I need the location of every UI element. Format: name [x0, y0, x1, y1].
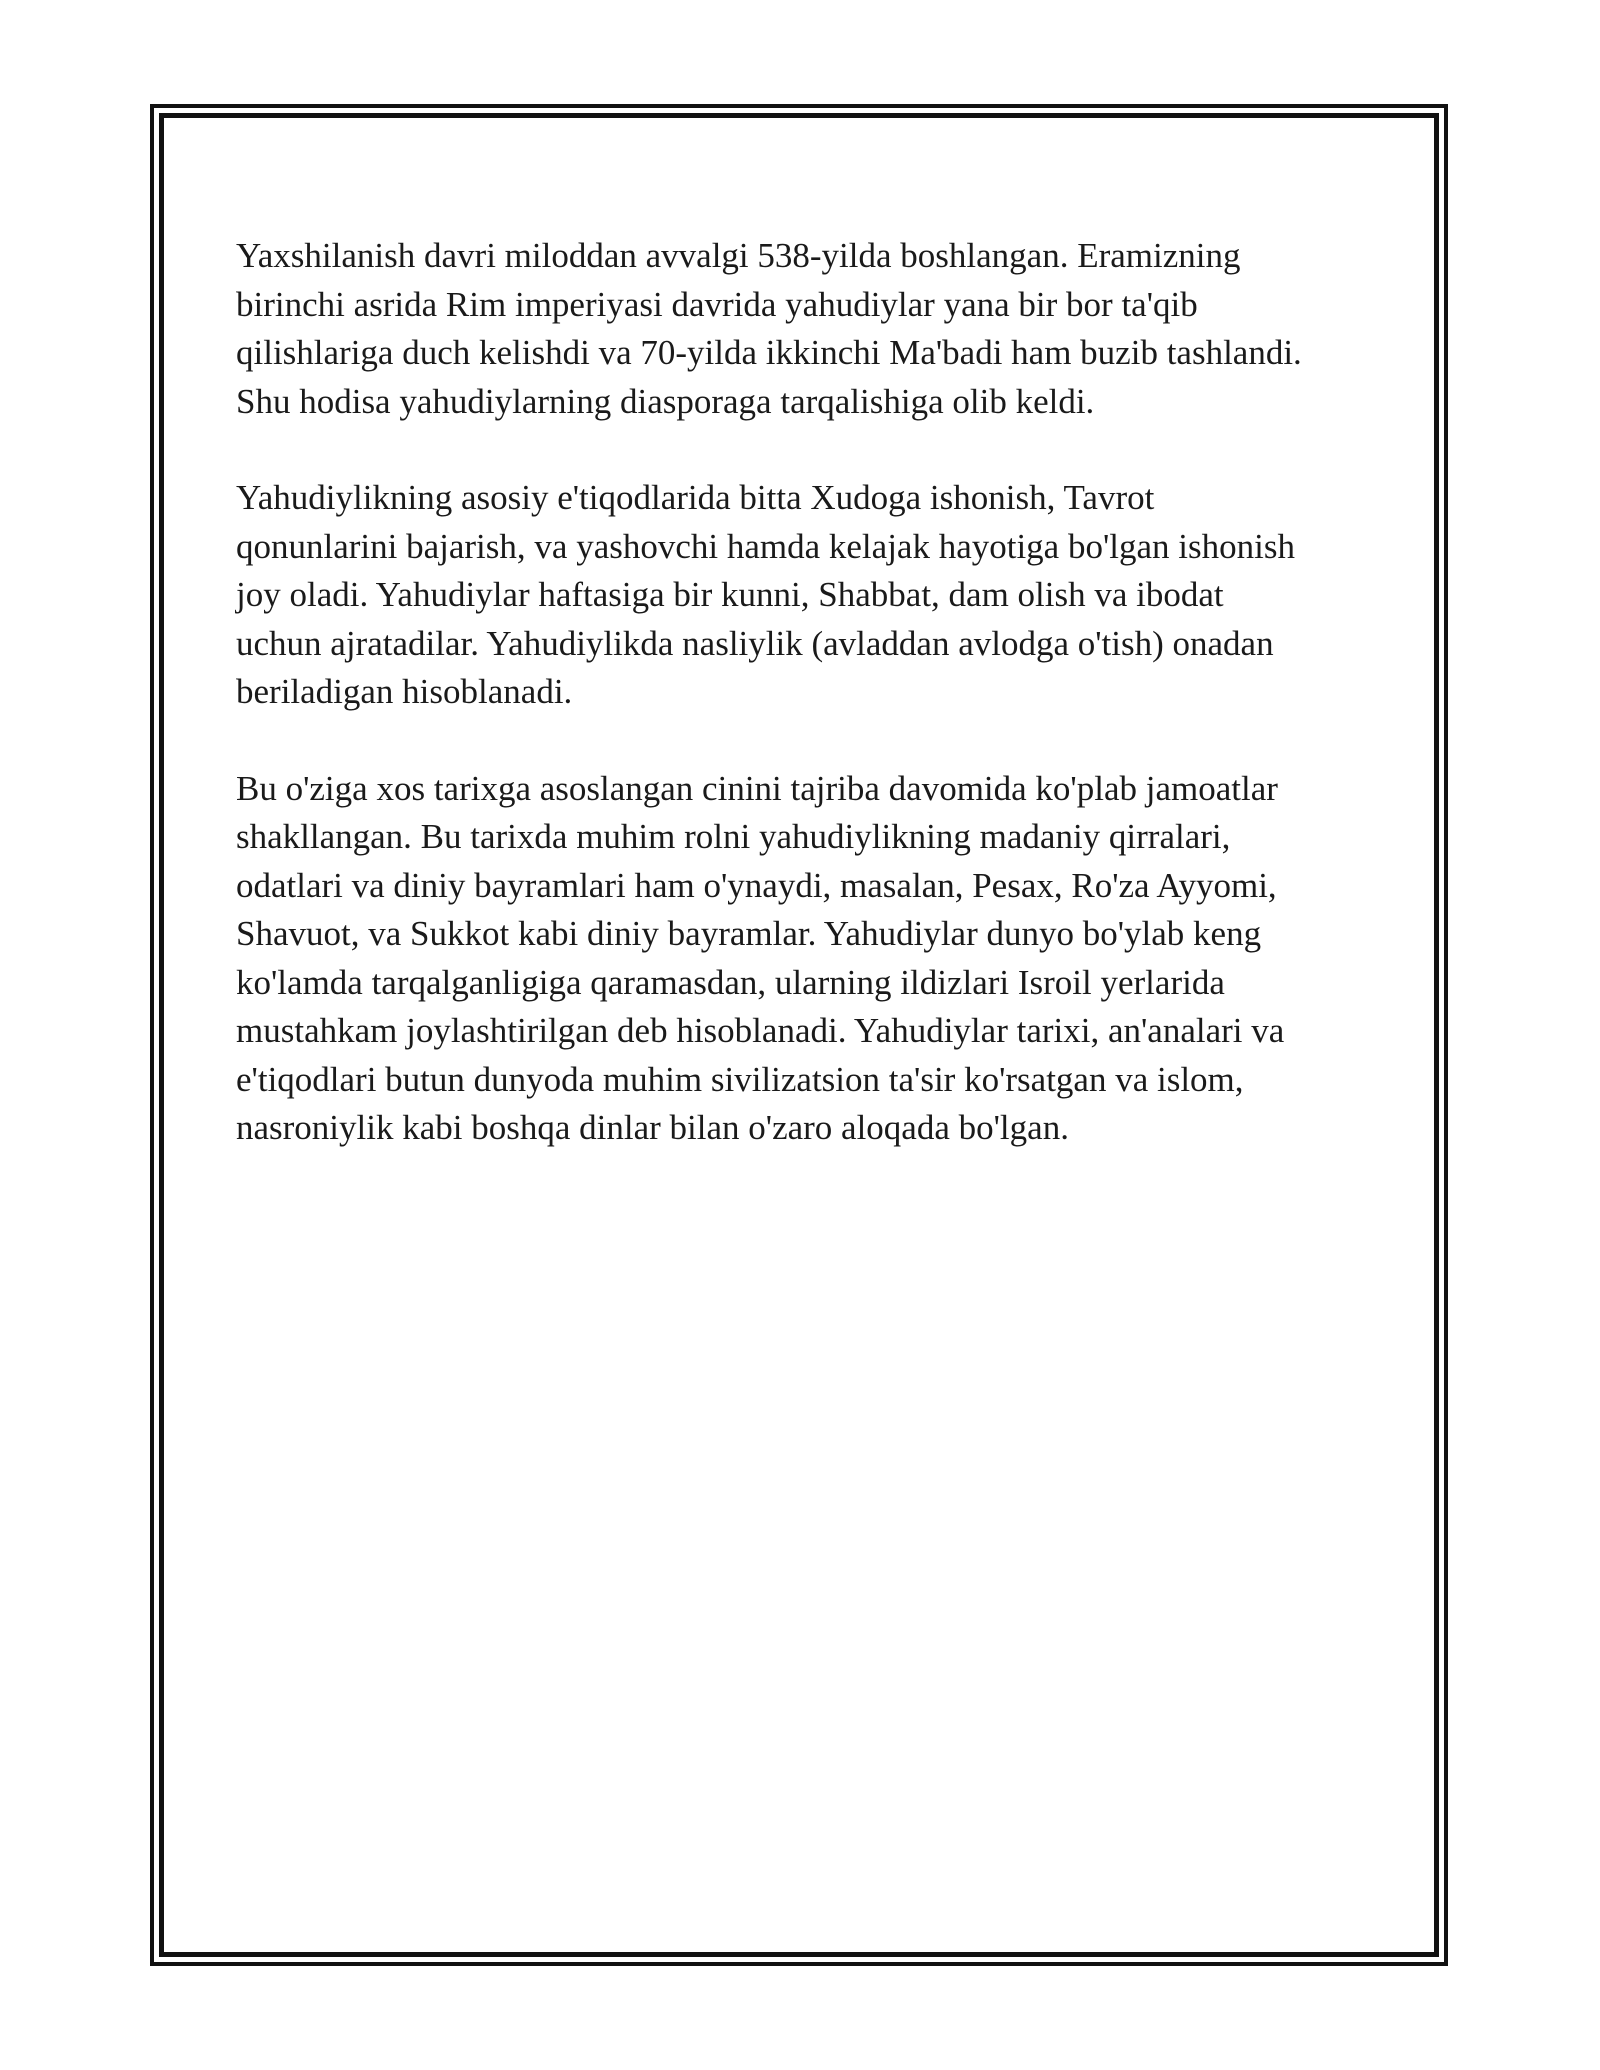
paragraph-2: Yahudiylikning asosiy e'tiqodlarida bitta Xudoga ishonish, Tavrot qonunlarini bajarish, va yashovchi hamda kelajak hayotiga bo'lgan ishonish joy oladi. Yahudiylar haftasiga bir kunni, Shabbat, dam olish va ibodat uchun ajratadilar. Yahudiylikda nasliylik (avladdan avlodga o'tish) onadan beriladigan hisoblanadi. — [236, 478, 1295, 711]
document-body — [236, 232, 1376, 1201]
paragraph-3: Bu o'ziga xos tarixga asoslangan cinini tajriba davomida ko'plab jamoatlar shakllangan. Bu tarixda muhim rolni yahudiylikning madaniy qirralari, odatlari va diniy bayramlari ham o'ynaydi, masalan, Pesax, Ro'za Ayyomi, Shavuot, va Sukkot kabi diniy bayramlar. Yahudiylar dunyo bo'ylab keng ko'lamda tarqalganligiga qaramasdan, ularning ildizlari Isroil yerlarida mustahkam joylashtirilgan deb hisoblanadi. Yahudiylar tarixi, an'analari va e'tiqodlari butun dunyoda muhim sivilizatsion ta'sir ko'rsatgan va islom, nasroniylik kabi boshqa dinlar bilan o'zaro aloqada bo'lgan. — [236, 768, 1285, 1147]
paragraph-1: Yaxshilanish davri miloddan avvalgi 538-yilda boshlangan. Eramizning birinchi asrida Rim imperiyasi davrida yahudiylar yana bir bor ta'qib qilishlariga duch kelishdi va 70-yilda ikkinchi Ma'badi ham buzib tashlandi. Shu hodisa yahudiylarning diasporaga tarqalishiga olib keldi. — [236, 236, 1302, 421]
